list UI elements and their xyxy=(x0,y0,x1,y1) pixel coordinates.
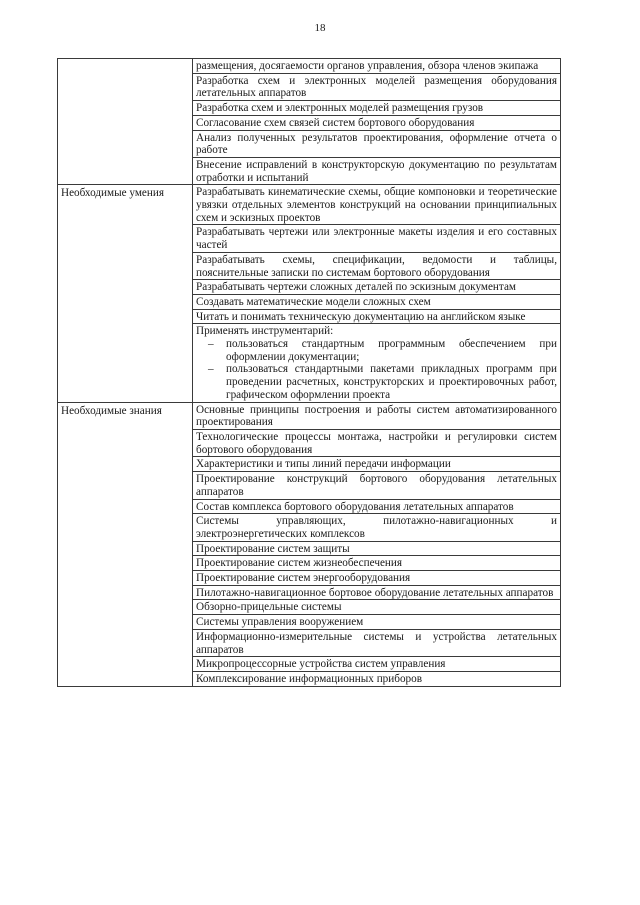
continuation-item: Внесение исправлений в конструкторскую документацию по результатам отработки и испытаний xyxy=(193,157,561,184)
requirements-table xyxy=(57,58,561,687)
knowledge-item: Системы управления вооружением xyxy=(193,615,561,630)
table-row xyxy=(58,185,561,225)
continuation-item: размещения, досягаемости органов управления, обзора членов экипажа xyxy=(193,59,561,74)
skill-item: Создавать математические модели сложных схем xyxy=(193,294,561,309)
knowledge-item: Обзорно-прицельные системы xyxy=(193,600,561,615)
page-number: 18 xyxy=(314,22,326,34)
table-row xyxy=(58,59,561,74)
knowledge-item: Проектирование систем защиты xyxy=(193,541,561,556)
knowledge-item: Системы управляющих, пилотажно-навигационных и электроэнергетических комплексов xyxy=(193,514,561,541)
tools-subitem: – пользоваться стандартным программным обеспечением при оформлении документации; xyxy=(196,338,557,363)
tools-intro: Применять инструментарий: xyxy=(196,325,334,338)
skill-item: Разрабатывать чертежи или электронные макеты изделия и его составных частей xyxy=(193,225,561,252)
knowledge-item: Характеристики и типы линий передачи информации xyxy=(193,457,561,472)
knowledge-item: Проектирование систем жизнеобеспечения xyxy=(193,556,561,571)
knowledge-item: Проектирование систем энергооборудования xyxy=(193,571,561,586)
knowledge-item: Информационно-измерительные системы и устройства летательных аппаратов xyxy=(193,629,561,656)
skill-item: Разрабатывать кинематические схемы, общие компоновки и теоретические увязки отдельных элементов конструкций на основании принципиальных схем и эскизных проектов xyxy=(193,185,561,225)
continuation-item: Согласование схем связей систем бортового оборудования xyxy=(193,115,561,130)
knowledge-item: Проектирование конструкций бортового оборудования летательных аппаратов xyxy=(193,472,561,499)
table-row xyxy=(58,402,561,429)
skill-item: Разрабатывать схемы, спецификации, ведомости и таблицы, пояснительные записки по системам бортового оборудования xyxy=(193,252,561,279)
skill-item: Читать и понимать техническую документацию на английском языке xyxy=(193,309,561,324)
skill-tools-item xyxy=(193,324,561,402)
tools-list xyxy=(196,338,557,402)
knowledge-item: Микропроцессорные устройства систем управления xyxy=(193,657,561,672)
continuation-label-cell xyxy=(58,59,193,185)
tools-subitem: – пользоваться стандартными пакетами прикладных программ при проведении расчетных, конструкторских и проектировочных работ, графическом оформлении проекта xyxy=(196,363,557,401)
knowledge-item: Состав комплекса бортового оборудования летательных аппаратов xyxy=(193,499,561,514)
knowledge-label: Необходимые знания xyxy=(58,402,193,686)
continuation-item: Разработка схем и электронных моделей размещения оборудования летательных аппаратов xyxy=(193,73,561,100)
skill-item: Разрабатывать чертежи сложных деталей по эскизным документам xyxy=(193,280,561,295)
skills-label: Необходимые умения xyxy=(58,185,193,402)
continuation-item: Разработка схем и электронных моделей размещения грузов xyxy=(193,101,561,116)
continuation-item: Анализ полученных результатов проектирования, оформление отчета о работе xyxy=(193,130,561,157)
knowledge-item: Технологические процессы монтажа, настройки и регулировки систем бортового оборудования xyxy=(193,429,561,456)
knowledge-item: Основные принципы построения и работы систем автоматизированного проектирования xyxy=(193,402,561,429)
knowledge-item: Комплексирование информационных приборов xyxy=(193,671,561,686)
knowledge-item: Пилотажно-навигационное бортовое оборудование летательных аппаратов xyxy=(193,585,561,600)
